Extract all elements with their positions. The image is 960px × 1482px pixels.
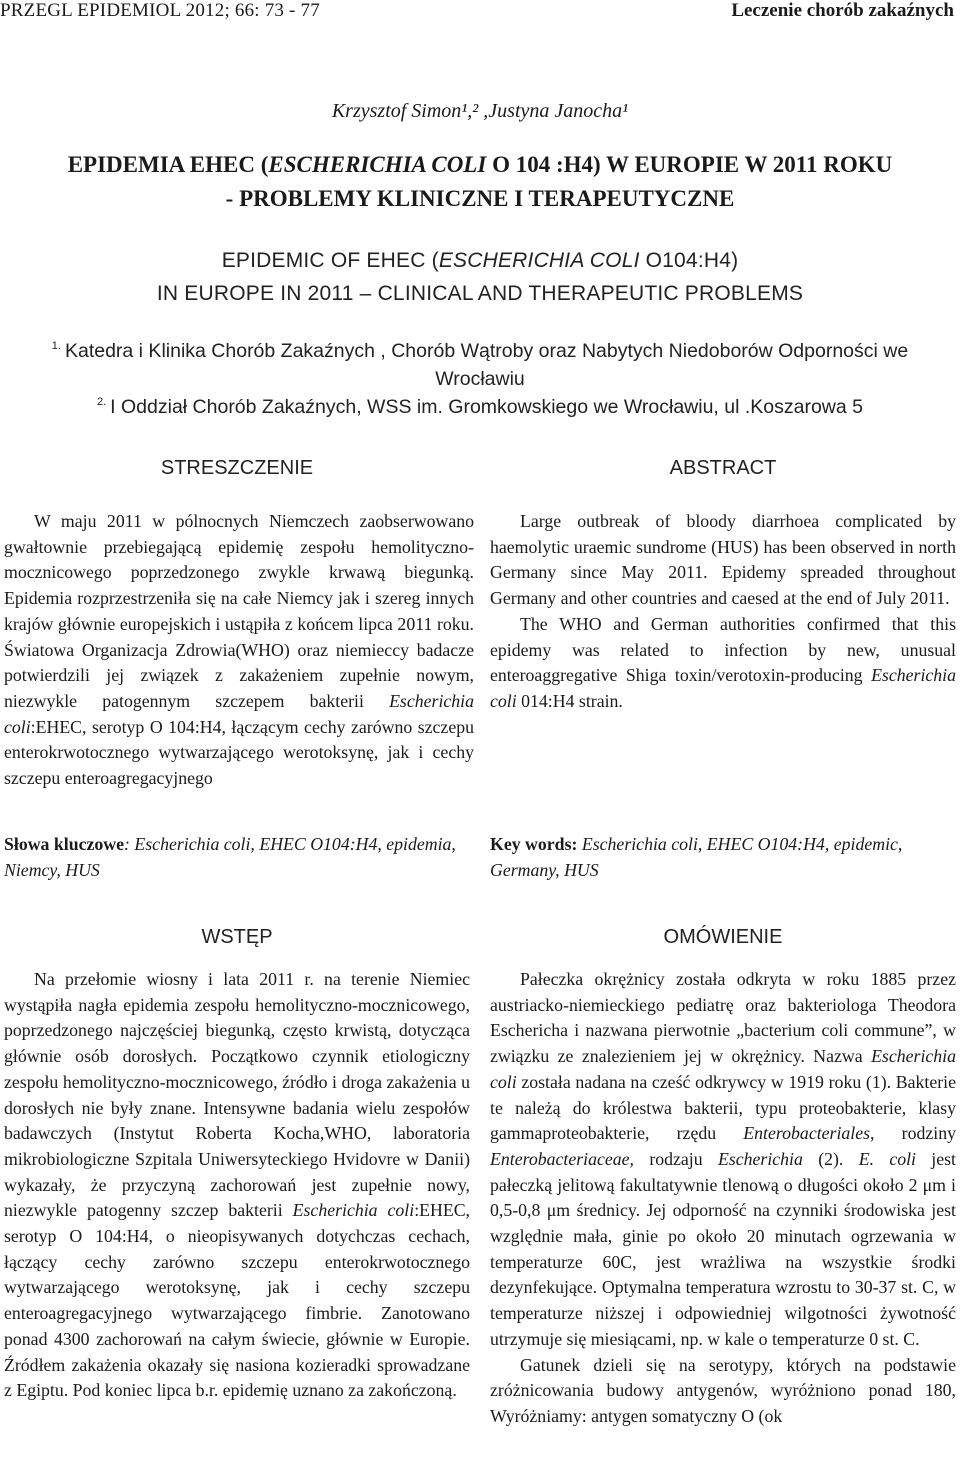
title-en-line2: IN EUROPE IN 2011 – CLINICAL AND THERAPEUTIC PROBLEMS [156, 282, 804, 305]
abstract-body: Large outbreak of bloody diarrhoea complicated by haemolytic uraemic sundrome (HUS) has been observed in north Germany since May 2011. Epidemy spreaded throughout Germany and other countries and caesed at the end of July 2011. The WHO and German authorities confirmed that this epidemy was related to infection by new, unusual enteroaggregative Shiga toxin/verotoxin-producing Escherichia coli 014:H4 strain. [490, 511, 956, 711]
abstract-keywords: Key words: Escherichia coli, EHEC O104:H4, epidemic, Germany, HUS [490, 834, 903, 880]
omowienie-body: Pałeczka okrężnicy została odkryta w roku 1885 przez austriacko-niemieckiego pediatrę oraz bakteriologa Theodora Eschericha i nazwana pierwotnie „bacterium coli commune”, w związku ze znalezieniem jej w okrężnicy. Nazwa Escherichia coli została nadana na cześć odkrywcy w 1919 roku (1). Bakterie te należą do królestwa bakterii, typu proteobakterie, klasy gammaproteobakterie, rzędu Enterobacteriales, rodziny Enterobacteriaceae, rodzaju Escherichia (2). E. coli jest pałeczką jelitową fakultatywnie tlenową o długości około 2 μm i 0,5-0,8 μm średnicy. Jej odporność na czynniki środowiska jest względnie mała, ginie po około 20 minutach ogrzewania w temperaturze 60C, jest wrażliwa na wszystkie środki dezynfekujące. Optymalna temperatura wzrostu to 30-37 st. C, w temperaturze niższej i odpowiedniej wilgotności żywotność utrzymuje się miesiącami, np. w kale o temperaturze 0 st. C. Gatunek dzieli się na serotypy, których na podstawie zróżnicowania budowy antygenów, wyróżniono ponad 180, Wyróżniamy: antygen somatyczny O (ok [490, 969, 956, 1426]
section-label: Leczenie chorób zakaźnych [731, 0, 954, 21]
title-pl-line1: EPIDEMIA EHEC (ESCHERICHIA COLI O 104 :H4) W EUROPIE W 2011 ROKU [67, 152, 893, 177]
streszczenie-keywords: Słowa kluczowe: Escherichia coli, EHEC O104:H4, epidemia, Niemcy, HUS [4, 834, 456, 880]
wstep-body: Na przełomie wiosny i lata 2011 r. na terenie Niemiec wystąpiła nagła epidemia zespołu hemolityczno-mocznicowego, poprzedzonego najczęściej biegunką, często krwistą, dotycząca głównie osób dorosłych. Początkowo czynnik etiologiczny zespołu hemolityczno-mocznicowego, źródło i droga zakażenia u dorosłych nie były znane. Intensywne badania wielu zespołów badawczych (Instytut Roberta Kocha,WHO, laboratoria mikrobiologiczne Szpitala Uniwersyteckiego Hvidovre w Danii) wykazały, że przyczyną zachorowań jest zupełnie nowy, niezwykle patogenny szczep bakterii Escherichia coli:EHEC, serotyp O 104:H4, o nieopisywanych dotychczas cechach, łączący cechy zarówno szczepu enterokrwotocznego wytwarzającego werotoksynę, jak i cechy szczepu enteroagregacyjnego wytwarzającego fimbrie. Zanotowano ponad 4300 zachorowań na całym świecie, głównie w Europie. Źródłem zakażenia okazały się nasiona kozieradki sprowadzane z Egiptu. Pod koniec lipca b.r. epidemię uznano za zakończoną. [4, 969, 470, 1401]
wstep-heading: WSTĘP [201, 926, 273, 948]
affiliation-1-line2: Wrocławiu [435, 368, 525, 390]
journal-citation: PRZEGL EPIDEMIOL 2012; 66: 73 - 77 [0, 0, 320, 21]
abstract-heading: ABSTRACT [669, 457, 777, 479]
title-en-line1: EPIDEMIC OF EHEC (ESCHERICHIA COLI O104:H4) [221, 249, 739, 272]
omowienie-heading: OMÓWIENIE [663, 926, 783, 948]
affiliation-1: $^{1.}$ Katedra i Klinika Chorób Zakaźnych , Chorób Wątroby oraz Nabytych Niedoborów Odporności we [51, 340, 909, 362]
streszczenie-body: W maju 2011 w pólnocnych Niemczech zaobserwowano gwałtownie przebiegającą epidemię zespołu hemolityczno-mocznicowego poprzedzonego zwykle krwawą biegunką. Epidemia rozprzestrzeniła się na całe Niemcy jak i szereg innych krajów głównie europejskich i ustąpiła z końcem lipca 2011 roku. Światowa Organizacja Zdrowia(WHO) oraz niemieccy badacze potwierdzili jej związek z zakażeniem zupełnie nowym, niezwykle patogennym szczepem bakterii Escherichia coli:EHEC, serotyp O 104:H4, łączącym cechy zarówno szczepu enterokrwotocznego wytwarzającego werotoksynę, jak i cechy szczepu enteroagregacyjnego [4, 511, 474, 789]
streszczenie-heading: STRESZCZENIE [160, 457, 314, 479]
affiliation-2: $^{2.}$ I Oddział Chorób Zakaźnych, WSS im. Gromkowskiego we Wrocławiu, ul .Koszarowa 5 [96, 396, 863, 418]
title-pl-line2: - PROBLEMY KLINICZNE I TERAPEUTYCZNE [225, 186, 735, 211]
authors: Krzysztof Simon¹,² ,Justyna Janocha¹ [331, 100, 629, 122]
